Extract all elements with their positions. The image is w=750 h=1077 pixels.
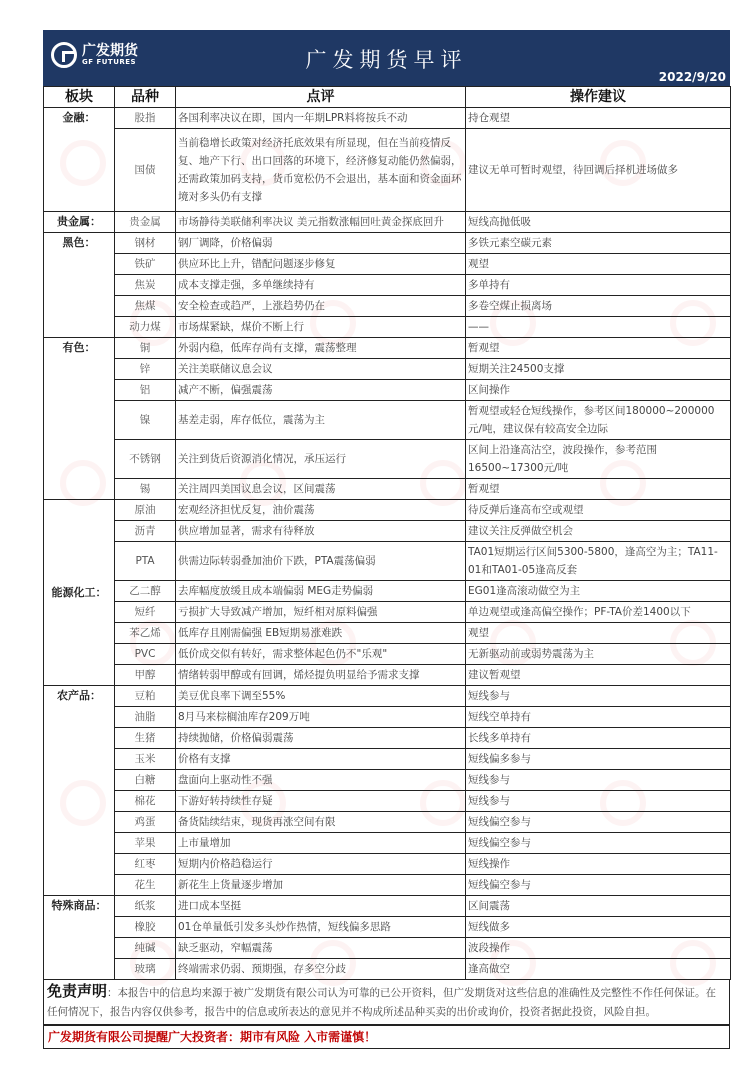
variety-cell: 橡胶	[115, 917, 176, 938]
advice-cell: 无新驱动前或弱势震荡为主	[466, 644, 731, 665]
table-row	[44, 602, 731, 623]
table-row	[44, 233, 731, 254]
comment-cell: 短期内价格趋稳运行	[176, 854, 466, 875]
variety-cell: 贵金属	[115, 212, 176, 233]
advice-cell: 多铁元素空碳元素	[466, 233, 731, 254]
table-row	[44, 212, 731, 233]
sector-cell: 农产品：	[44, 686, 115, 896]
table-row	[44, 938, 731, 959]
comment-cell: 上市量增加	[176, 833, 466, 854]
variety-cell: 铁矿	[115, 254, 176, 275]
comment-cell: 钢厂调降，价格偏弱	[176, 233, 466, 254]
table-row	[44, 542, 731, 581]
variety-cell: 纯碱	[115, 938, 176, 959]
variety-cell: 生猪	[115, 728, 176, 749]
variety-cell: 动力煤	[115, 317, 176, 338]
advice-cell: EG01逢高滚动做空为主	[466, 581, 731, 602]
comment-cell: 关注美联储议息会议	[176, 359, 466, 380]
advice-cell: 短线偏空参与	[466, 812, 731, 833]
table-header-row	[44, 87, 731, 108]
advice-cell: 短线偏空参与	[466, 833, 731, 854]
table-row	[44, 581, 731, 602]
comment-cell: 价格有支撑	[176, 749, 466, 770]
variety-cell: 玻璃	[115, 959, 176, 980]
comment-cell: 宏观经济担忧反复，油价震荡	[176, 500, 466, 521]
advice-cell: 区间上沿逢高沽空，波段操作，参考范围16500~17300元/吨	[466, 440, 731, 479]
table-row	[44, 275, 731, 296]
table-row	[44, 521, 731, 542]
advice-cell: 短线参与	[466, 791, 731, 812]
table-row	[44, 917, 731, 938]
variety-cell: 沥青	[115, 521, 176, 542]
header-banner	[43, 30, 730, 86]
comment-cell: 关注到货后资源消化情况，承压运行	[176, 440, 466, 479]
table-row	[44, 854, 731, 875]
table-row	[44, 665, 731, 686]
advice-cell: 暂观望	[466, 338, 731, 359]
table-row	[44, 875, 731, 896]
table-row	[44, 812, 731, 833]
advice-cell: 待反弹后逢高布空或观望	[466, 500, 731, 521]
variety-cell: 棉花	[115, 791, 176, 812]
advice-cell: 短线做多	[466, 917, 731, 938]
sector-cell: 能源化工：	[44, 500, 115, 686]
variety-cell: 花生	[115, 875, 176, 896]
variety-cell: 豆粕	[115, 686, 176, 707]
comment-cell: 低库存且刚需偏强 EB短期易涨难跌	[176, 623, 466, 644]
variety-cell: 不锈钢	[115, 440, 176, 479]
comment-cell: 情绪转弱甲醇或有回调，烯烃提负明显给予需求支撑	[176, 665, 466, 686]
advice-cell: 短期关注24500支撑	[466, 359, 731, 380]
variety-cell: 甲醇	[115, 665, 176, 686]
table-row	[44, 338, 731, 359]
variety-cell: 白糖	[115, 770, 176, 791]
table-row	[44, 296, 731, 317]
comment-cell: 进口成本坚挺	[176, 896, 466, 917]
comment-cell: 8月马来棕榈油库存209万吨	[176, 707, 466, 728]
comment-cell: 新花生上货量逐步增加	[176, 875, 466, 896]
advice-cell: 建议无单可暂时观望，待回调后择机进场做多	[466, 129, 731, 212]
variety-cell: 钢材	[115, 233, 176, 254]
table-row	[44, 644, 731, 665]
table-row	[44, 749, 731, 770]
table-row	[44, 770, 731, 791]
variety-cell: 红枣	[115, 854, 176, 875]
advice-cell: 观望	[466, 623, 731, 644]
variety-cell: 鸡蛋	[115, 812, 176, 833]
disclaimer	[43, 980, 730, 1025]
advice-cell: 波段操作	[466, 938, 731, 959]
column-header-variety: 品种	[115, 87, 176, 108]
variety-cell: PTA	[115, 542, 176, 581]
variety-cell: 苹果	[115, 833, 176, 854]
sector-cell: 黑色：	[44, 233, 115, 338]
advice-cell: 短线参与	[466, 686, 731, 707]
table-row	[44, 728, 731, 749]
logo-cn: 广发期货	[82, 43, 138, 59]
table-row	[44, 833, 731, 854]
comment-cell: 下游好转持续性存疑	[176, 791, 466, 812]
variety-cell: 油脂	[115, 707, 176, 728]
column-header-comment: 点评	[176, 87, 466, 108]
table-row	[44, 791, 731, 812]
variety-cell: 纸浆	[115, 896, 176, 917]
comment-cell: 市场煤紧缺，煤价不断上行	[176, 317, 466, 338]
table-row	[44, 707, 731, 728]
table-row	[44, 896, 731, 917]
table-row	[44, 500, 731, 521]
advice-cell: 暂观望	[466, 479, 731, 500]
variety-cell: 铝	[115, 380, 176, 401]
variety-cell: 焦炭	[115, 275, 176, 296]
commentary-table	[43, 86, 731, 980]
comment-cell: 供应环比上升，错配问题逐步修复	[176, 254, 466, 275]
table-row	[44, 317, 731, 338]
comment-cell: 终端需求仍弱、预期强，存多空分歧	[176, 959, 466, 980]
advice-cell: 区间操作	[466, 380, 731, 401]
advice-cell: 短线空单持有	[466, 707, 731, 728]
advice-cell: 多单持有	[466, 275, 731, 296]
variety-cell: 原油	[115, 500, 176, 521]
table-row	[44, 380, 731, 401]
comment-cell: 市场静待美联储利率决议 美元指数涨幅回吐黄金探底回升	[176, 212, 466, 233]
advice-cell: 逢高做空	[466, 959, 731, 980]
variety-cell: 乙二醇	[115, 581, 176, 602]
disclaimer-text: ：本报告中的信息均来源于被广发期货有限公司认为可靠的已公开资料，但广发期货对这些信息的准确性及完整性不作任何保证。在任何情况下，报告内容仅供参考，报告中的信息或所表达的意见并不构成所述品种买卖的出价或询价，投资者据此投资，风险自担。	[47, 987, 717, 1018]
page-title: 广发期货早评	[305, 48, 468, 72]
variety-cell: 短纤	[115, 602, 176, 623]
comment-cell: 缺乏驱动，窄幅震荡	[176, 938, 466, 959]
comment-cell: 减产不断，偏强震荡	[176, 380, 466, 401]
disclaimer-label: 免责声明	[47, 982, 108, 1000]
report	[43, 30, 730, 1049]
table-row	[44, 479, 731, 500]
comment-cell: 供需边际转弱叠加油价下跌，PTA震荡偏弱	[176, 542, 466, 581]
table-row	[44, 401, 731, 440]
variety-cell: 锡	[115, 479, 176, 500]
advice-cell: 区间震荡	[466, 896, 731, 917]
table-row	[44, 440, 731, 479]
variety-cell: 焦煤	[115, 296, 176, 317]
comment-cell: 安全检查或趋严，上涨趋势仍在	[176, 296, 466, 317]
comment-cell: 外弱内稳，低库存尚有支撑，震荡整理	[176, 338, 466, 359]
advice-cell: 单边观望或逢高偏空操作；PF-TA价差1400以下	[466, 602, 731, 623]
advice-cell: 暂观望或轻仓短线操作，参考区间180000~200000元/吨，建议保有较高安全边际	[466, 401, 731, 440]
sector-cell: 贵金属：	[44, 212, 115, 233]
variety-cell: 玉米	[115, 749, 176, 770]
variety-cell: 股指	[115, 108, 176, 129]
comment-cell: 成本支撑走强，多单继续持有	[176, 275, 466, 296]
advice-cell: 建议关注反弹做空机会	[466, 521, 731, 542]
comment-cell: 备货陆续结束，现货再涨空间有限	[176, 812, 466, 833]
advice-cell: 观望	[466, 254, 731, 275]
variety-cell: 锌	[115, 359, 176, 380]
comment-cell: 去库幅度放缓且成本端偏弱 MEG走势偏弱	[176, 581, 466, 602]
advice-cell: 短线偏空参与	[466, 875, 731, 896]
advice-cell: 持仓观望	[466, 108, 731, 129]
comment-cell: 盘面向上驱动性不强	[176, 770, 466, 791]
variety-cell: 镍	[115, 401, 176, 440]
table-row	[44, 129, 731, 212]
comment-cell: 美豆优良率下调至55%	[176, 686, 466, 707]
comment-cell: 关注周四美国议息会议，区间震荡	[176, 479, 466, 500]
advice-cell: 短线参与	[466, 770, 731, 791]
advice-cell: 短线操作	[466, 854, 731, 875]
sector-cell: 金融：	[44, 108, 115, 212]
report-date: 2022/9/20	[658, 70, 726, 84]
comment-cell: 持续抛储，价格偏弱震荡	[176, 728, 466, 749]
advice-cell: ——	[466, 317, 731, 338]
advice-cell: TA01短期运行区间5300-5800，逢高空为主；TA11-01和TA01-05逢高反套	[466, 542, 731, 581]
table-row	[44, 623, 731, 644]
table-row	[44, 108, 731, 129]
table-row	[44, 254, 731, 275]
table-row	[44, 959, 731, 980]
column-header-sector: 板块	[44, 87, 115, 108]
advice-cell: 短线高抛低吸	[466, 212, 731, 233]
advice-cell: 短线偏多参与	[466, 749, 731, 770]
sector-cell: 有色：	[44, 338, 115, 500]
comment-cell: 当前稳增长政策对经济托底效果有所显现，但在当前疫情反复、地产下行、出口回落的环境下，经济修复动能仍然偏弱，还需政策加码支持，货币宽松仍不会退出，基本面和资金面环境对多头仍有支撑	[176, 129, 466, 212]
risk-warning: 广发期货有限公司提醒广大投资者：期市有风险 入市需谨慎！	[43, 1025, 730, 1049]
sector-cell: 特殊商品：	[44, 896, 115, 980]
advice-cell: 多卷空煤止损离场	[466, 296, 731, 317]
logo-en: GF FUTURES	[82, 58, 137, 66]
comment-cell: 01仓单量低引发多头炒作热情，短线偏多思路	[176, 917, 466, 938]
comment-cell: 低价成交似有转好，需求整体起色仍不"乐观"	[176, 644, 466, 665]
variety-cell: 国债	[115, 129, 176, 212]
table-row	[44, 359, 731, 380]
advice-cell: 建议暂观望	[466, 665, 731, 686]
comment-cell: 供应增加显著，需求有待释放	[176, 521, 466, 542]
variety-cell: PVC	[115, 644, 176, 665]
advice-cell: 长线多单持有	[466, 728, 731, 749]
variety-cell: 铜	[115, 338, 176, 359]
variety-cell: 苯乙烯	[115, 623, 176, 644]
column-header-advice: 操作建议	[466, 87, 731, 108]
comment-cell: 亏损扩大导致减产增加，短纤相对原料偏强	[176, 602, 466, 623]
comment-cell: 各国利率决议在即，国内一年期LPR料将按兵不动	[176, 108, 466, 129]
table-row	[44, 686, 731, 707]
comment-cell: 基差走弱，库存低位，震荡为主	[176, 401, 466, 440]
